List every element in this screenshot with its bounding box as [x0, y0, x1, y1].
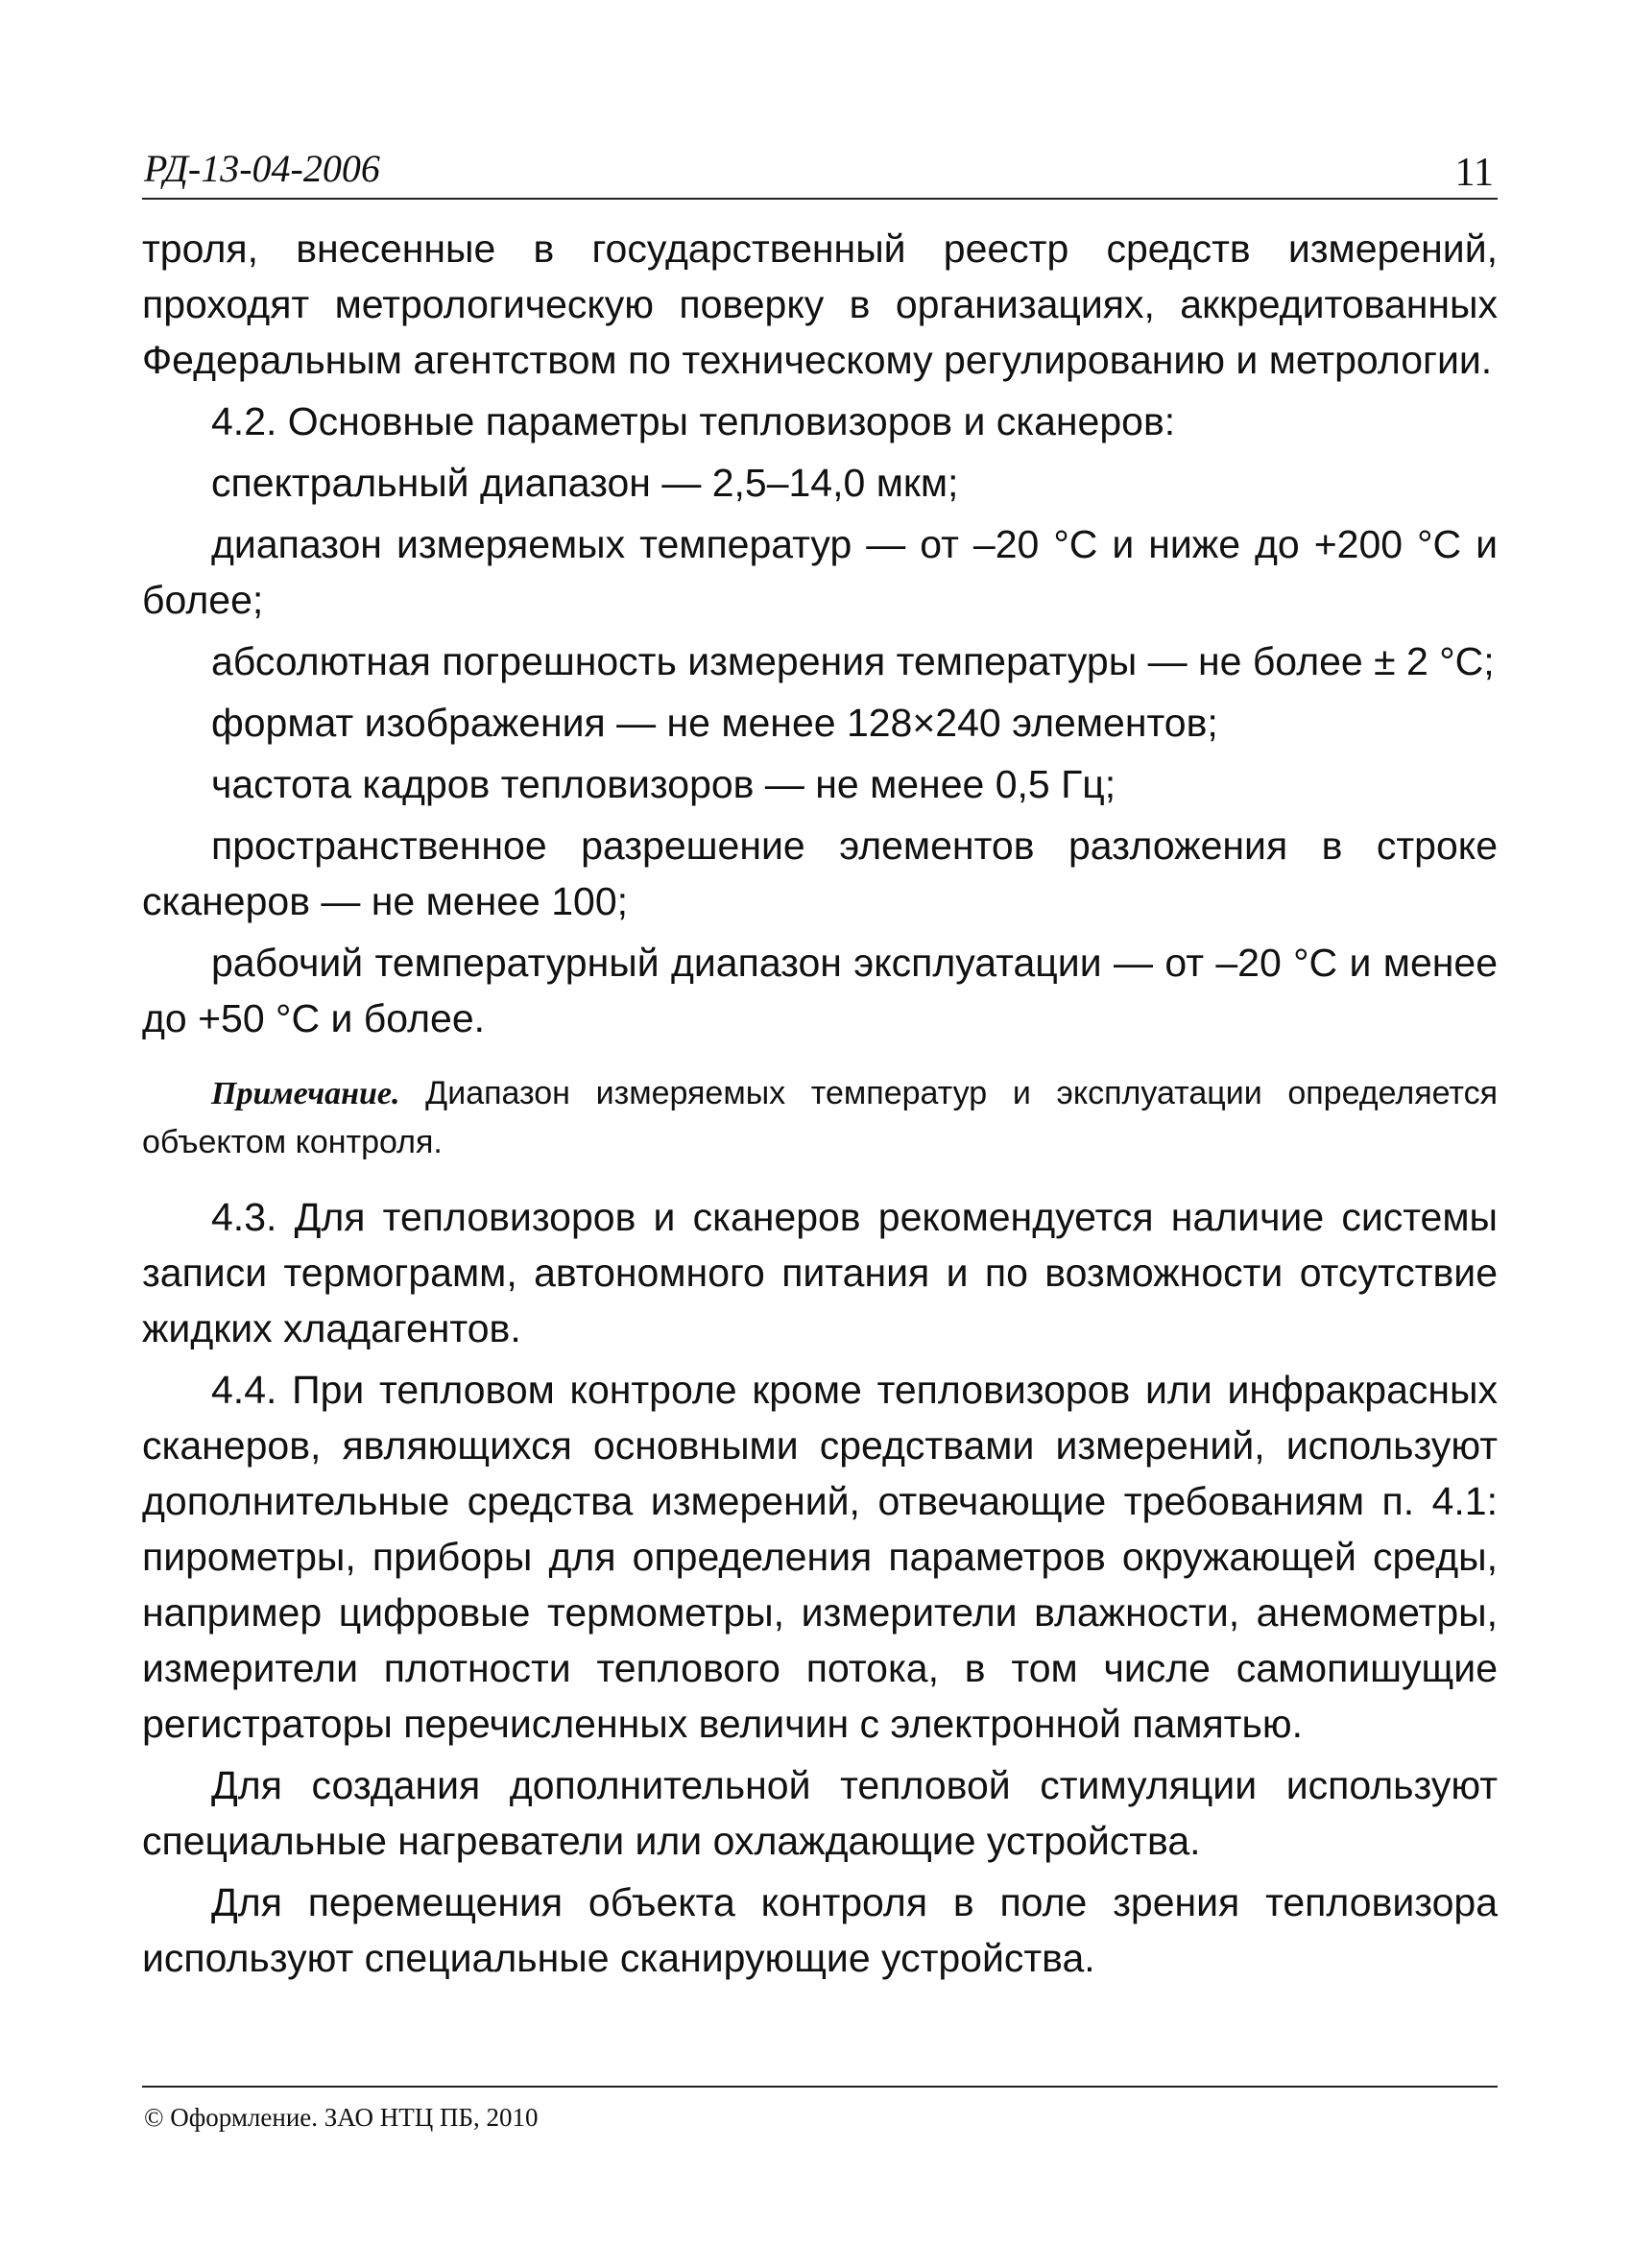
paragraph-thermal-stimulation: Для создания дополнительной тепловой стимуляции используют специальные нагреватели или охлаждающие устройства.: [142, 1763, 1498, 1863]
copyright-notice: © Оформление. ЗАО НТЦ ПБ, 2010: [144, 2103, 539, 2132]
page-header: [142, 144, 1498, 200]
section-4-2-heading: 4.2. Основные параметры тепловизоров и сканеров:: [211, 399, 1176, 443]
page-number: 11: [1454, 151, 1494, 195]
param-measured-temperature-range: диапазон измеряемых температур — от –20 °С и ниже до +200 °С и более;: [142, 522, 1498, 622]
param-spatial-resolution: пространственное разрешение элементов разложения в строке сканеров — не менее 100;: [142, 824, 1498, 923]
param-spectral-range: спектральный диапазон — 2,5–14,0 мкм;: [211, 461, 959, 505]
paragraph-scanning-devices: Для перемещения объекта контроля в поле зрения тепловизора используют специальные сканирующие устройства.: [142, 1880, 1498, 1980]
document-page: [142, 144, 1498, 2198]
param-frame-rate: частота кадров тепловизоров — не менее 0,5 Гц;: [211, 762, 1116, 806]
document-id: РД-13-04-2006: [144, 147, 380, 190]
param-operating-temperature-range: рабочий температурный диапазон эксплуатации — от –20 °С и менее до +50 °С и более.: [142, 941, 1498, 1040]
param-image-format: формат изображения — не менее 128×240 элементов;: [211, 701, 1218, 745]
section-4-3: 4.3. Для тепловизоров и сканеров рекомендуется наличие системы записи термограмм, автономного питания и по возможности отсутствие жидких хладагентов.: [142, 1195, 1498, 1350]
note-text: Диапазон измеряемых температур и эксплуатации определяется объектом контроля.: [142, 1075, 1498, 1160]
page-footer: [142, 2086, 1498, 2134]
paragraph-continuation: троля, внесенные в государственный реестр средств измерений, проходят метрологическую поверку в организациях, аккредитованных Федеральным агентством по техническому регулированию и метрологии.: [142, 227, 1498, 382]
note-label: Примечание.: [211, 1076, 400, 1111]
section-4-4: 4.4. При тепловом контроле кроме тепловизоров или инфракрасных сканеров, являющихся основными средствами измерений, используют дополнительные средства измерений, отвечающие требованиям п. 4.1: пирометры, приборы для определения параметров окружающей среды, например цифровые термометры, измерители влажности, анемометры, измерители плотности теплового потока, в том числе самопишущие регистраторы перечисленных величин с электронной памятью.: [142, 1368, 1498, 1746]
document-body: [142, 221, 1498, 1992]
param-absolute-error: абсолютная погрешность измерения температуры — не более ± 2 °С;: [211, 639, 1495, 683]
note: [142, 1069, 1498, 1166]
